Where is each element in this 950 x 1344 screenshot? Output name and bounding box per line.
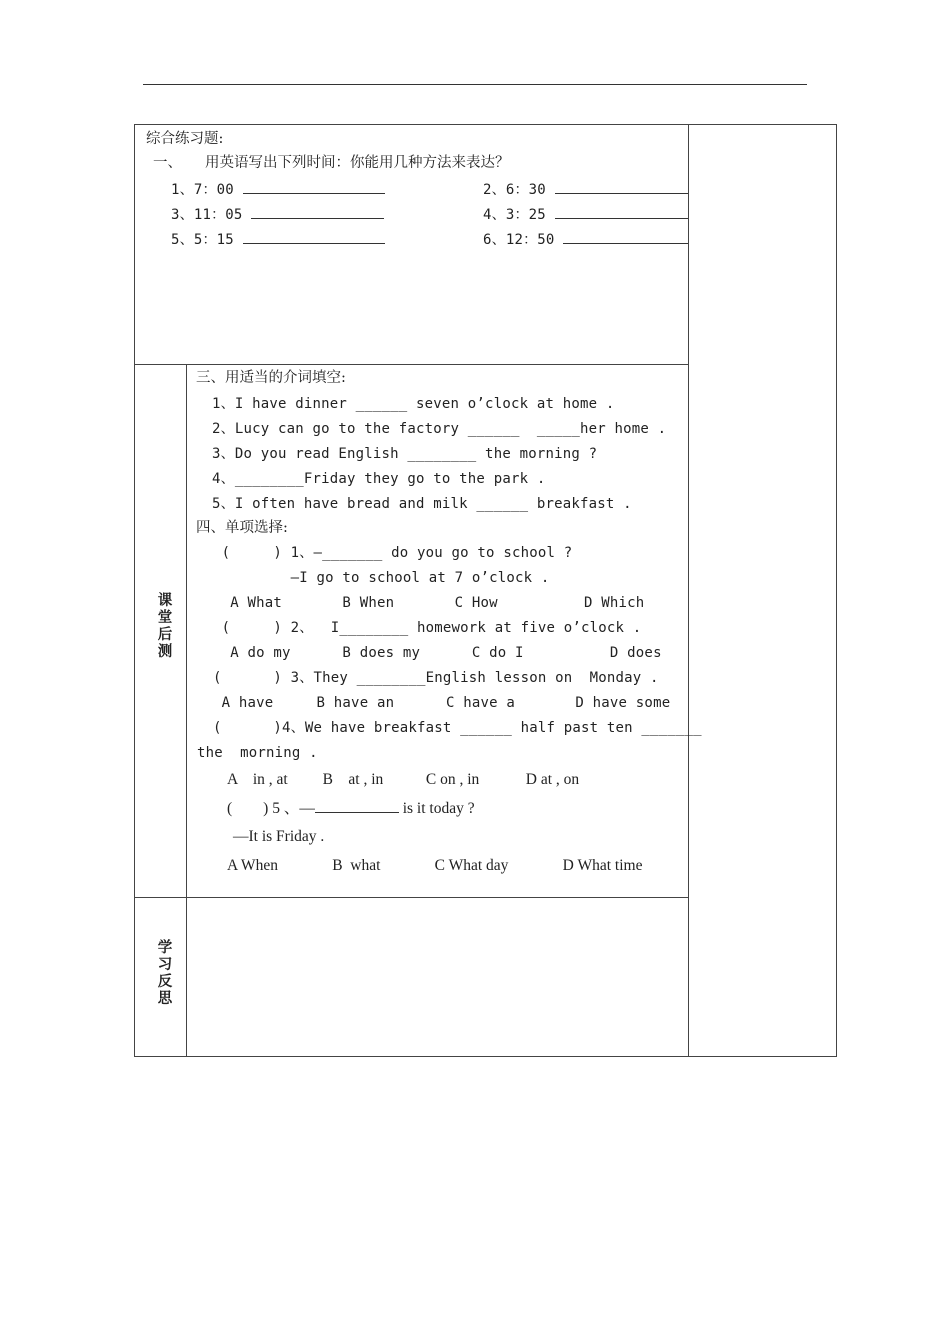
time-item-5 (171, 230, 385, 249)
part4-line-3: A What B When C How D Which (213, 595, 645, 611)
part4-line-2: —I go to school at 7 o’clock . (213, 570, 550, 586)
q5-options: A When B what C What day D What time (227, 857, 643, 874)
worksheet-table (134, 124, 837, 1057)
answer-blank (243, 180, 385, 194)
answer-blank (563, 230, 688, 244)
answer-blank (315, 799, 399, 813)
answer-blank (555, 205, 688, 219)
section1-title: 综合练习题: (146, 131, 224, 147)
part4-line-9: the morning . (197, 745, 318, 761)
part3-line-2: 2、Lucy can go to the factory ______ _____her home . (212, 421, 667, 437)
part4-line-5: A do my B does my C do I D does (213, 645, 662, 661)
part3-line-5: 5、I often have bread and milk ______ breakfast . (212, 496, 632, 512)
part3-heading: 三、用适当的介词填空: (196, 370, 346, 386)
part4-line-8: ( )4、We have breakfast ______ half past ten _______ (213, 720, 702, 736)
part4-heading: 四、单项选择: (196, 520, 288, 536)
time-item-6 (483, 230, 688, 249)
part4-line-1: ( ) 1、—_______ do you go to school ? (213, 545, 573, 561)
answer-blank (555, 180, 688, 194)
time-item-3 (171, 205, 384, 224)
time-label: 4、3：25 (483, 207, 546, 223)
time-item-2 (483, 180, 688, 199)
time-label: 5、5：15 (171, 232, 234, 248)
part3-line-1: 1、I have dinner ______ seven o’clock at home . (212, 396, 615, 412)
time-item-1 (171, 180, 385, 199)
header-rule (143, 84, 807, 85)
answer-blank (251, 205, 384, 219)
q5-answer-line: —It is Friday . (233, 828, 325, 845)
q5-stem: ( ) 5 、— is it today ? (227, 800, 475, 817)
label-column-divider (186, 364, 187, 1056)
section3-side-label: 学 习 反 思 (157, 940, 173, 1007)
part3-line-3: 3、Do you read English ________ the morning ? (212, 446, 598, 462)
row-divider-1 (135, 364, 688, 365)
part4-line-7: A have B have an C have a D have some (213, 695, 671, 711)
time-label: 3、11：05 (171, 207, 243, 223)
section1-question-heading: 一、 用英语写出下列时间：你能用几种方法来表达？ (153, 155, 510, 171)
time-label: 6、12：50 (483, 232, 555, 248)
part4-line-4: ( ) 2、 I________ homework at five o’clock . (213, 620, 642, 636)
time-item-4 (483, 205, 688, 224)
answer-blank (243, 230, 385, 244)
right-column-divider (688, 125, 689, 1056)
part4-line-6: ( ) 3、They ________English lesson on Monday . (213, 670, 659, 686)
part3-line-4: 4、________Friday they go to the park . (212, 471, 546, 487)
row-divider-2 (135, 897, 688, 898)
time-label: 2、6：30 (483, 182, 546, 198)
time-label: 1、7：00 (171, 182, 234, 198)
q4-options: A in , at B at , in C on , in D at , on (227, 771, 580, 788)
section2-side-label: 课 堂 后 测 (157, 593, 173, 660)
